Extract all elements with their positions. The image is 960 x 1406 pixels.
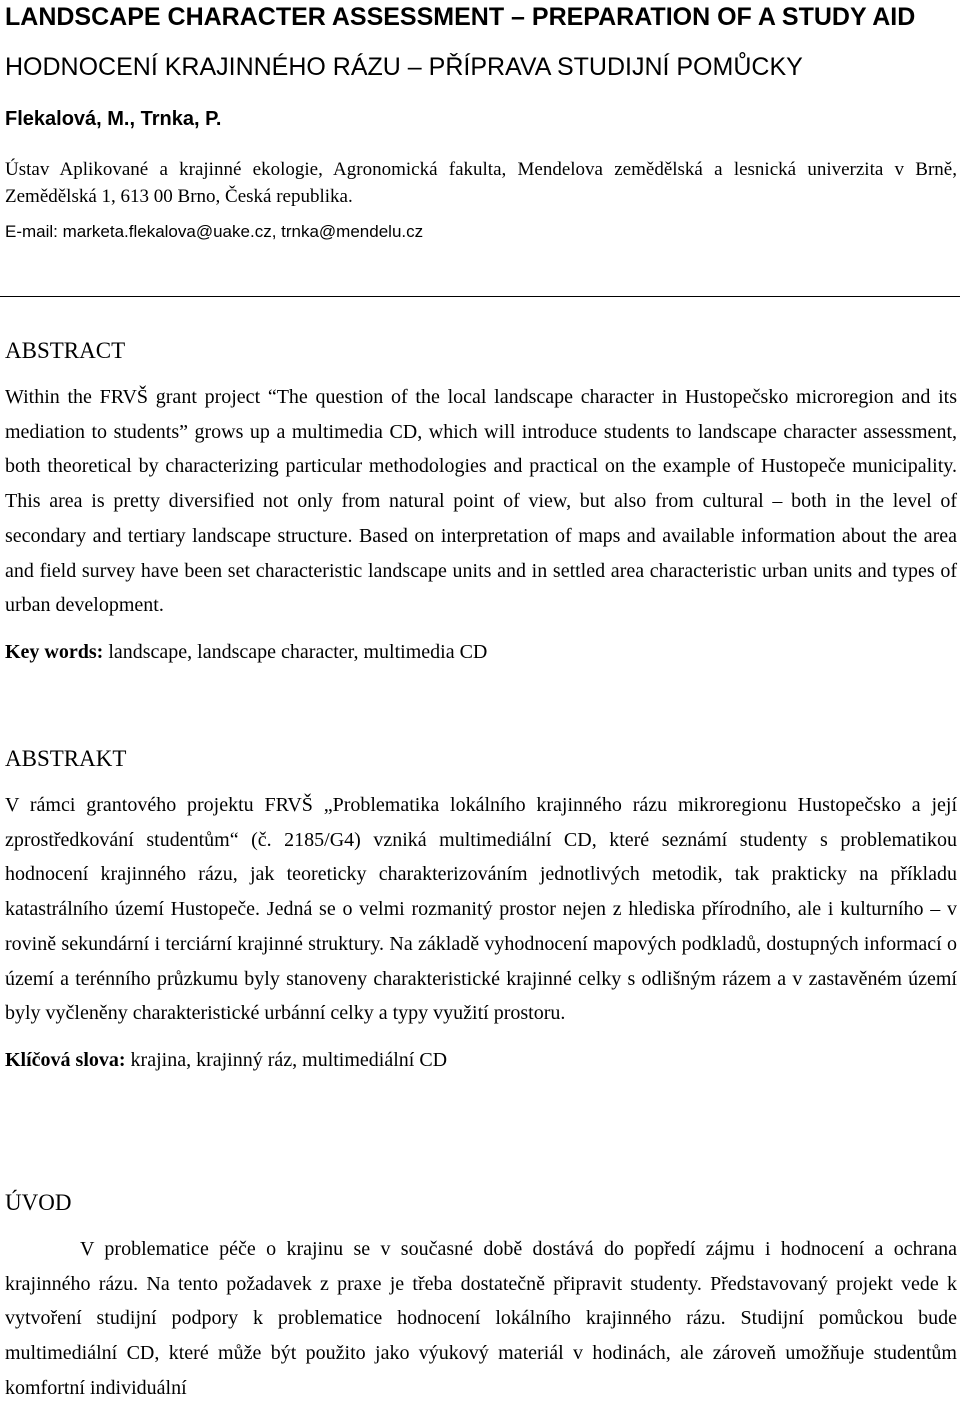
abstrakt-section [5,744,957,1075]
abstrakt-keywords [5,1045,957,1075]
header-divider [0,296,960,297]
abstrakt-keywords-value: krajina, krajinný ráz, multimediální CD [130,1048,448,1071]
abstract-section [5,336,957,667]
paper-title-english: LANDSCAPE CHARACTER ASSESSMENT – PREPARATION OF A STUDY AID [5,3,916,31]
abstract-keywords-value: landscape, landscape character, multimedia CD [108,640,488,663]
paper-title-czech: HODNOCENÍ KRAJINNÉHO RÁZU – PŘÍPRAVA STUDIJNÍ POMŮCKY [5,53,803,81]
uvod-heading: ÚVOD [5,1190,72,1215]
abstrakt-text: V rámci grantového projektu FRVŠ „Problematika lokálního krajinného rázu mikroregionu Hustopečsko a její zprostředkování studentům“ (č. 2185/G4) vzniká multimediální CD, které seznámí studenty s problematikou hodnocení krajinného rázu, jak teoreticky charakterizováním jednotlivých metodik, tak prakticky na příkladu katastrálního území Hustopeče. Jedná se o velmi rozmanitý prostor nejen z hlediska přírodního, ale i kulturního – v rovině sekundární i terciární krajinné struktury. Na základě vyhodnocení mapových podkladů, dostupných informací o území a terénního průzkumu byly stanoveny charakteristické krajinné celky s odlišným rázem a v zastavěném území byly vyčleněny charakteristické urbánní celky a typy využití prostoru. [5,794,957,1025]
uvod-section [5,1188,957,1406]
abstrakt-heading: ABSTRAKT [5,746,127,771]
abstract-text: Within the FRVŠ grant project “The question of the local landscape character in Hustopečsko microregion and its mediation to students” grows up a multimedia CD, which will introduce students to landscape character assessment, both theoretical by characterizing particular methodologies and practical on the example of Hustopeče municipality. This area is pretty diversified not only from natural point of view, but also from cultural – both in the level of secondary and tertiary landscape structure. Based on interpretation of maps and available information about the area and field survey have been set characteristic landscape units and in settled area characteristic urban units and types of urban development. [5,386,957,617]
affiliation: Ústav Aplikované a krajinné ekologie, Agronomická fakulta, Mendelova zemědělská a lesnická univerzita v Brně, Zemědělská 1, 613 00 Brno, Česká republika. [5,159,957,207]
uvod-text: V problematice péče o krajinu se v současné době dostává do popředí zájmu i hodnocení a ochrana krajinného rázu. Na tento požadavek z praxe je třeba dostatečně připravit studenty. Představovaný projekt vede k vytvoření studijní podpory k problematice hodnocení lokálního krajinného rázu. Studijní pomůckou bude multimediální CD, které může být použito jako výukový materiál v hodinách, ale zároveň umožňuje studentům komfortní individuální [5,1238,957,1399]
abstract-heading: ABSTRACT [5,338,126,363]
paper-page [5,0,957,244]
abstract-keywords-label: Key words: [5,640,104,663]
abstrakt-keywords-label: Klíčová slova: [5,1048,126,1071]
email-line: E-mail: marketa.flekalova@uake.cz, trnka@mendelu.cz [5,222,424,241]
abstract-keywords [5,637,957,667]
authors: Flekalová, M., Trnka, P. [5,108,222,130]
